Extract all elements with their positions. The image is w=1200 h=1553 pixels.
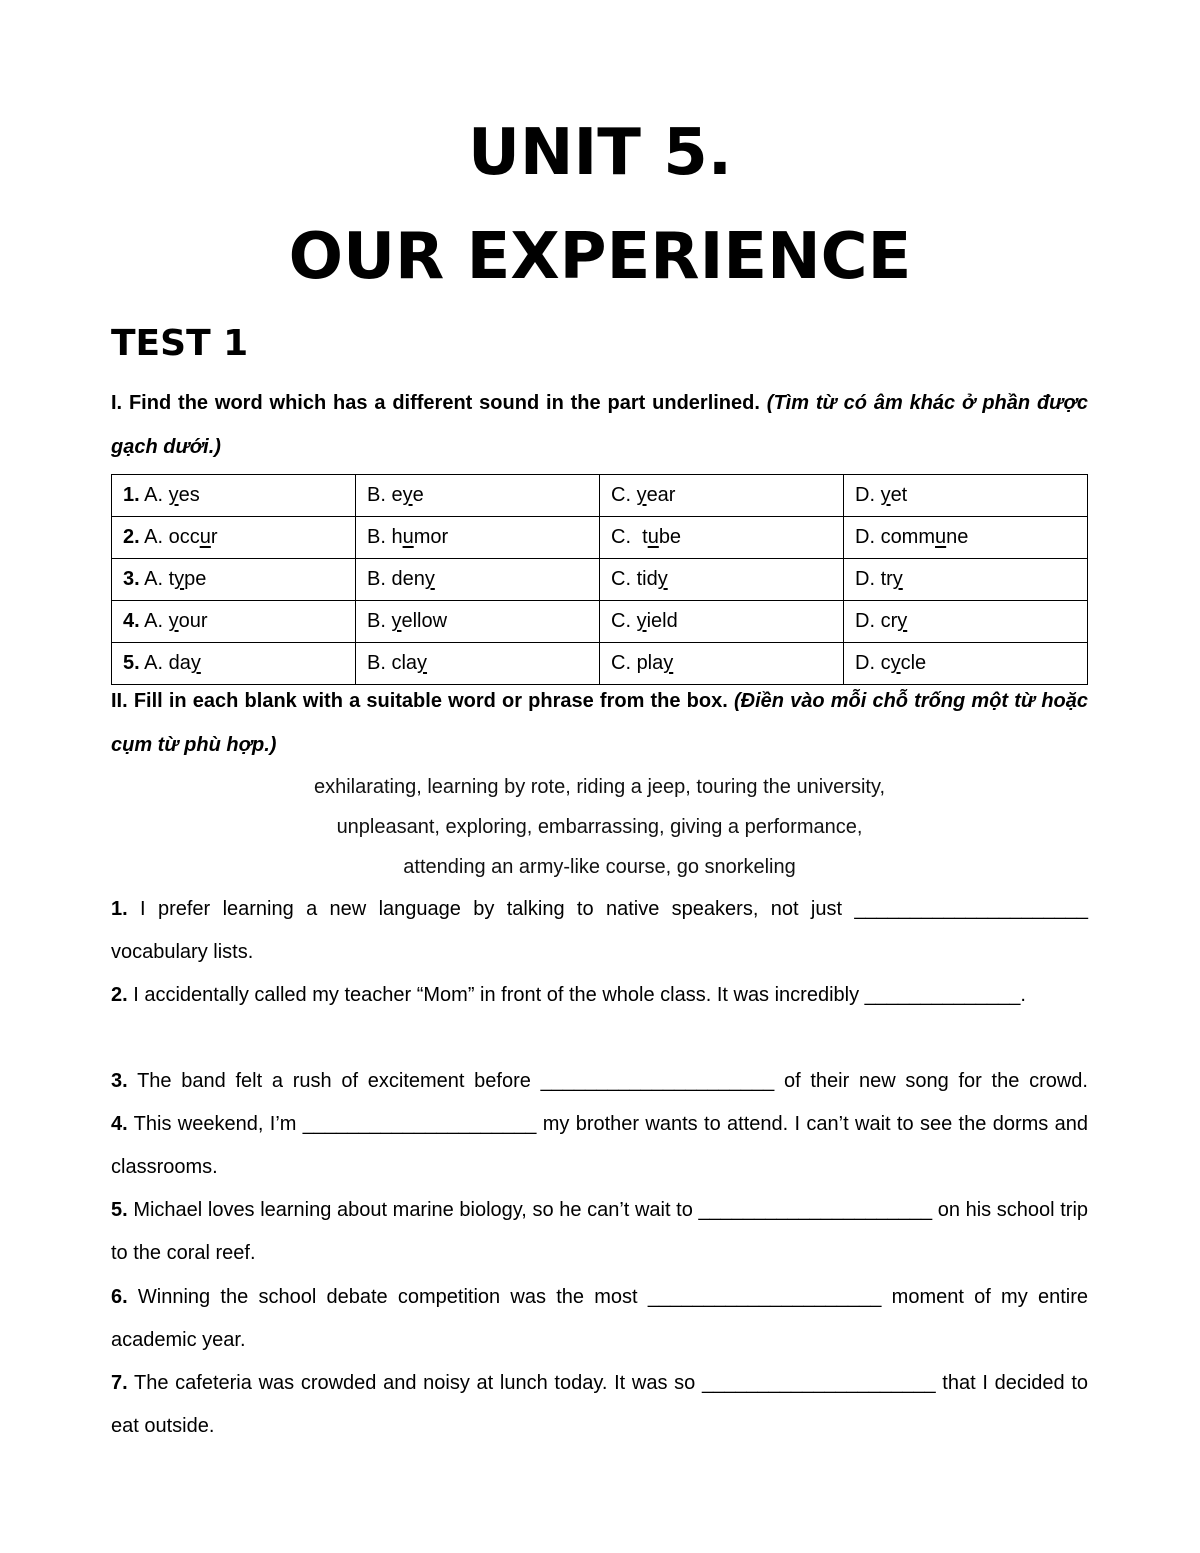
question-text: of their new song for the crowd. <box>783 1070 1088 1092</box>
answer-option[interactable] <box>356 517 600 559</box>
answer-option[interactable] <box>600 475 844 517</box>
underlined-letters: y <box>890 652 901 674</box>
underlined-letters: y <box>190 652 201 674</box>
pronunciation-table <box>111 474 1088 685</box>
question-6 <box>111 1276 1088 1362</box>
question-number: 4. <box>111 1113 128 1135</box>
underlined-letters: y <box>663 652 674 674</box>
option-text: B. <box>367 526 392 548</box>
option-text: h <box>391 526 403 548</box>
question-3 <box>111 1060 1088 1103</box>
unit-title: UNIT 5. <box>467 116 733 190</box>
option-text: da <box>168 652 191 674</box>
answer-blank[interactable]: _____________________ <box>701 1372 936 1394</box>
option-text: cle <box>900 652 927 674</box>
answer-option[interactable] <box>112 601 356 643</box>
answer-option[interactable] <box>356 475 600 517</box>
question-text: Winning the school debate competition was the most <box>137 1286 638 1308</box>
option-text: mor <box>413 526 449 548</box>
question-number: 5. <box>111 1199 128 1221</box>
unit-subtitle: OUR EXPERIENCE <box>288 220 912 294</box>
underlined-letters: y <box>391 610 402 632</box>
answer-blank[interactable]: _____________________ <box>698 1199 933 1221</box>
option-text: cla <box>391 652 418 674</box>
option-text: cr <box>880 610 898 632</box>
option-text: be <box>658 526 682 548</box>
underlined-letters: y <box>657 568 668 590</box>
option-text: A. <box>144 610 169 632</box>
section2-translation: (Điền vào mỗi chỗ trống một từ hoặc cụm từ phù hợp.) <box>111 690 1089 756</box>
section1-instruction <box>111 381 1088 469</box>
underlined-letters: y <box>897 610 908 632</box>
answer-blank[interactable]: _____________________ <box>302 1113 537 1135</box>
answer-option[interactable] <box>112 475 356 517</box>
question-text: moment of my entire academic year. <box>111 1286 1088 1351</box>
answer-option[interactable] <box>600 517 844 559</box>
question-text: . <box>1020 984 1026 1006</box>
word-box-line: exhilarating, learning by rote, riding a jeep, touring the university, <box>313 776 886 798</box>
question-1 <box>111 888 1088 974</box>
option-text: c <box>880 652 891 674</box>
option-text: D. <box>855 610 881 632</box>
option-text: B. <box>367 484 392 506</box>
option-text: C. <box>611 526 643 548</box>
underlined-letters: u <box>647 526 659 548</box>
question-text: Michael loves learning about marine biology, so he can’t wait to <box>133 1199 693 1221</box>
underlined-letters: y <box>636 610 647 632</box>
table-row <box>112 601 1088 643</box>
option-text: C. <box>611 568 637 590</box>
question-number: 2. <box>123 526 140 548</box>
question-number: 1. <box>123 484 140 506</box>
answer-blank[interactable]: _____________________ <box>540 1070 775 1092</box>
option-text: t <box>168 568 175 590</box>
question-number: 3. <box>123 568 140 590</box>
underlined-letters: y <box>168 484 179 506</box>
underlined-letters: u <box>199 526 211 548</box>
question-text: The cafeteria was crowded and noisy at lunch today. It was so <box>134 1372 696 1394</box>
answer-option[interactable] <box>844 475 1088 517</box>
option-text: ield <box>646 610 678 632</box>
answer-option[interactable] <box>844 601 1088 643</box>
section1-translation: (Tìm từ có âm khác ở phần được gạch dưới.) <box>111 392 1088 458</box>
word-box-line: unpleasant, exploring, embarrassing, giving a performance, <box>336 816 863 838</box>
option-text: A. <box>144 526 169 548</box>
question-text: vocabulary lists. <box>111 941 254 963</box>
option-text: C. <box>611 652 637 674</box>
option-text: B. <box>367 652 392 674</box>
underlined-letters: y <box>174 568 185 590</box>
option-text: A. <box>144 652 169 674</box>
option-text: our <box>178 610 208 632</box>
section2-instruction-text: II. Fill in each blank with a suitable word or phrase from the box. <box>111 690 728 712</box>
table-row <box>112 517 1088 559</box>
question-2 <box>111 974 1088 1017</box>
option-text: C. <box>611 484 637 506</box>
answer-blank[interactable]: _____________________ <box>647 1286 882 1308</box>
option-text: ear <box>646 484 676 506</box>
option-text: r <box>210 526 218 548</box>
answer-option[interactable] <box>600 559 844 601</box>
table-row <box>112 475 1088 517</box>
word-box-line: attending an army-like course, go snorkeling <box>403 856 796 878</box>
underlined-letters: y <box>402 484 413 506</box>
option-text: A. <box>144 568 169 590</box>
answer-option[interactable] <box>112 559 356 601</box>
option-text: A. <box>144 484 169 506</box>
option-text: occ <box>168 526 200 548</box>
option-text: D. <box>855 526 881 548</box>
answer-blank[interactable]: _____________________ <box>854 898 1088 920</box>
underlined-letters: u <box>935 526 947 548</box>
answer-option[interactable] <box>844 559 1088 601</box>
question-text: This weekend, I’m <box>133 1113 297 1135</box>
question-7 <box>111 1362 1088 1448</box>
answer-option[interactable] <box>112 517 356 559</box>
underlined-letters: y <box>892 568 903 590</box>
question-number: 7. <box>111 1372 128 1394</box>
question-text: The band felt a rush of excitement before <box>137 1070 531 1092</box>
option-text: et <box>890 484 908 506</box>
option-text: es <box>178 484 200 506</box>
question-number: 2. <box>111 984 128 1006</box>
underlined-letters: y <box>880 484 891 506</box>
question-text: I accidentally called my teacher “Mom” in front of the whole class. It was incredibly <box>133 984 860 1006</box>
option-text: D. <box>855 652 881 674</box>
test-heading: TEST 1 <box>111 323 249 364</box>
option-text: tid <box>636 568 658 590</box>
section1-instruction-text: I. Find the word which has a different sound in the part underlined. <box>111 392 760 414</box>
underlined-letters: y <box>417 652 428 674</box>
table-row <box>112 559 1088 601</box>
option-text: comm <box>880 526 936 548</box>
question-number: 6. <box>111 1286 128 1308</box>
question-number: 3. <box>111 1070 128 1092</box>
option-text: t <box>642 526 648 548</box>
underlined-letters: u <box>402 526 414 548</box>
question-text: on his school trip to the coral reef. <box>111 1199 1089 1264</box>
question-number: 5. <box>123 652 140 674</box>
underlined-letters: y <box>168 610 179 632</box>
answer-option[interactable] <box>844 517 1088 559</box>
answer-option[interactable] <box>356 601 600 643</box>
answer-blank[interactable]: ______________ <box>864 984 1021 1006</box>
option-text: D. <box>855 568 881 590</box>
question-number: 1. <box>111 898 128 920</box>
option-text: B. <box>367 610 392 632</box>
question-text: my brother wants to attend. I can’t wait to see the dorms and classrooms. <box>111 1113 1088 1178</box>
option-text: pla <box>636 652 664 674</box>
option-text: e <box>412 484 424 506</box>
underlined-letters: y <box>636 484 647 506</box>
answer-option[interactable] <box>600 601 844 643</box>
option-text: ne <box>946 526 969 548</box>
option-text: ellow <box>401 610 448 632</box>
question-4 <box>111 1103 1088 1189</box>
option-text: D. <box>855 484 881 506</box>
question-text: I prefer learning a new language by talking to native speakers, not just <box>140 898 843 920</box>
option-text: C. <box>611 610 637 632</box>
answer-option[interactable] <box>356 559 600 601</box>
underlined-letters: y <box>424 568 435 590</box>
option-text: tr <box>880 568 893 590</box>
option-text: e <box>391 484 403 506</box>
option-text: pe <box>184 568 207 590</box>
section2-instruction <box>111 679 1088 767</box>
option-text: B. <box>367 568 392 590</box>
question-5 <box>111 1189 1088 1275</box>
option-text: den <box>391 568 425 590</box>
question-text: that I decided to eat outside. <box>111 1372 1089 1437</box>
question-number: 4. <box>123 610 140 632</box>
